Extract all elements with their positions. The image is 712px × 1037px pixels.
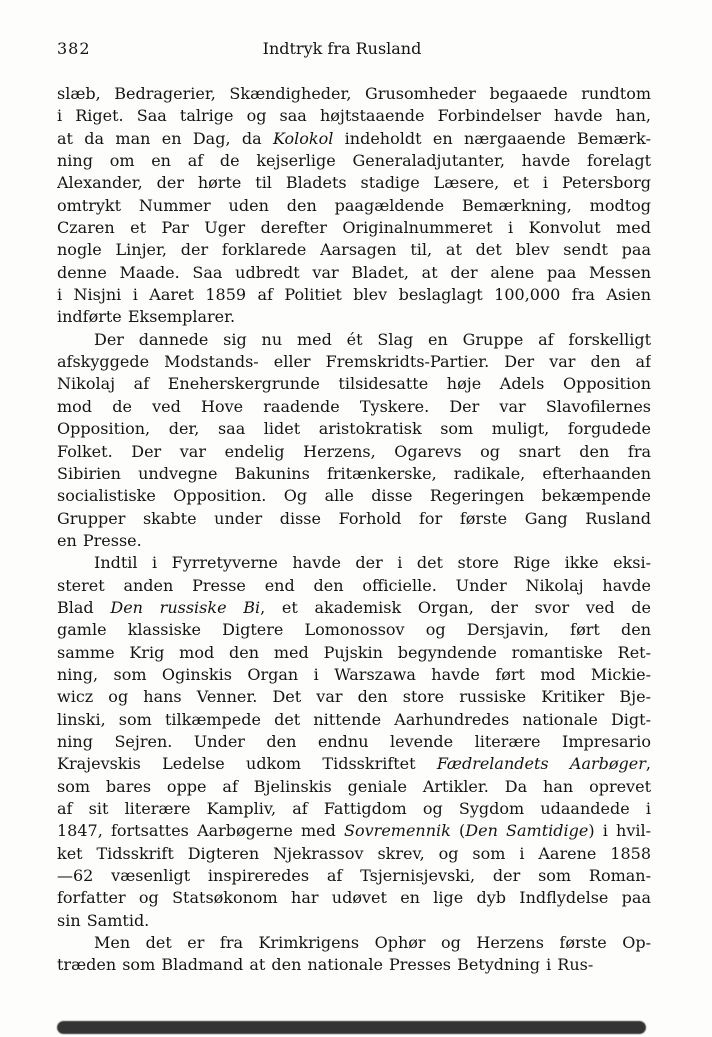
- paragraph: [57, 329, 651, 552]
- text-line: Sibirien undvegne Bakunins fritænkerske, radikale, efterhaanden: [57, 463, 651, 483]
- text-line: mod de ved Hove raadende Tyskere. Der var Slavofilernes: [57, 396, 651, 416]
- text-line: Indtil i Fyrretyverne havde der i det store Rige ikke eksi-: [94, 553, 651, 573]
- text-line: sin Samtid.: [57, 910, 150, 930]
- text-line: indførte Eksemplarer.: [57, 307, 236, 327]
- text-line: Der dannede sig nu med ét Slag en Gruppe af forskelligt: [94, 329, 651, 349]
- paragraph: [57, 932, 651, 977]
- text-line: ning Sejren. Under den endnu levende literære Impresario: [57, 731, 651, 751]
- paragraph: [57, 552, 651, 932]
- text-line: wicz og hans Venner. Det var den store russiske Kritiker Bje-: [57, 687, 651, 707]
- text-line: steret anden Presse end den officielle. Under Nikolaj havde: [57, 575, 651, 595]
- italic-title: Den Samtidige: [465, 821, 589, 841]
- text-line: træden som Bladmand at den nationale Presses Betydning i Rus-: [57, 955, 594, 975]
- text-line: Men det er fra Krimkrigens Ophør og Herzens første Op-: [94, 933, 651, 953]
- italic-title: Kolokol: [272, 128, 334, 148]
- text-line: som bares oppe af Bjelinskis geniale Artikler. Da han oprevet: [57, 776, 651, 796]
- text-line: Opposition, der, saa lidet aristokratisk som muligt, forgudede: [57, 419, 651, 439]
- text-line: ning om en af de kejserlige Generaladjutanter, havde forelagt: [57, 151, 651, 171]
- text-line: afskyggede Modstands- eller Fremskridts-Partier. Der var den af: [57, 352, 651, 372]
- running-title: Indtryk fra Rusland: [262, 39, 422, 58]
- text-line: Folket. Der var endelig Herzens, Ogarevs og snart den fra: [57, 441, 651, 461]
- text-line: Czaren et Par Uger derefter Originalnummeret i Konvolut med: [57, 218, 651, 238]
- text-line: —62 væsenligt inspireredes af Tsjernisjevski, der som Roman-: [57, 866, 651, 886]
- text-line: Alexander, der hørte til Bladets stadige Læsere, et i Petersborg: [57, 173, 651, 193]
- scan-artifact-bar: [57, 1021, 646, 1034]
- text-line: linski, som tilkæmpede det nittende Aarhundredes nationale Digt-: [57, 709, 651, 729]
- text-line: i Nisjni i Aaret 1859 af Politiet blev beslaglagt 100,000 fra Asien: [57, 285, 651, 305]
- text-line: slæb, Bedragerier, Skændigheder, Grusomheder begaaede rundtom: [57, 84, 651, 103]
- italic-title: Sovremennik: [344, 821, 451, 841]
- text-line: i Riget. Saa talrige og saa højtstaaende Forbindelser havde han,: [57, 106, 651, 126]
- text-line: Nikolaj af Eneherskergrunde tilsidesatte høje Adels Opposition: [57, 374, 651, 394]
- text-line: gamle klassiske Digtere Lomonossov og Dersjavin, ført den: [57, 620, 651, 640]
- text-line: forfatter og Statsøkonom har udøvet en lige dyb Indflydelse paa: [57, 888, 651, 908]
- text-line: ning, som Oginskis Organ i Warszawa havde ført mod Mickie-: [57, 664, 651, 684]
- text-line: socialistiske Opposition. Og alle disse Regeringen bekæmpende: [57, 486, 651, 506]
- text-line: denne Maade. Saa udbredt var Bladet, at der alene paa Messen: [57, 262, 651, 282]
- text-line: omtrykt Nummer uden den paagældende Bemærkning, modtog: [57, 195, 651, 215]
- text-line: Grupper skabte under disse Forhold for første Gang Rusland: [57, 508, 651, 528]
- text-line: at da man en Dag, da Kolokol indeholdt en nærgaaende Bemærk-: [57, 128, 651, 148]
- running-head: [57, 38, 651, 62]
- italic-title: Den russiske Bi: [110, 597, 261, 617]
- text-line: af sit literære Kampliv, af Fattigdom og Sygdom udaandede i: [57, 799, 651, 818]
- text-line: samme Krig mod den med Pujskin begyndende romantiske Ret-: [57, 642, 651, 662]
- text-block: [57, 83, 651, 977]
- text-line: ket Tidsskrift Digteren Njekrassov skrev, og som i Aarene 1858: [57, 843, 651, 863]
- italic-title: Fædrelandets Aarbøger: [436, 754, 646, 774]
- page-content: [57, 38, 651, 977]
- text-line: 1847, fortsattes Aarbøgerne med Sovremennik (Den Samtidige) i hvil-: [57, 821, 651, 841]
- page-number: 382: [57, 39, 91, 58]
- paragraph: [57, 83, 651, 329]
- text-line: Krajevskis Ledelse udkom Tidsskriftet Fædrelandets Aarbøger,: [57, 754, 651, 774]
- text-line: nogle Linjer, der forklarede Aarsagen til, at det blev sendt paa: [57, 240, 651, 260]
- text-line: en Presse.: [57, 530, 142, 550]
- text-line: Blad Den russiske Bi, et akademisk Organ, der svor ved de: [57, 597, 651, 617]
